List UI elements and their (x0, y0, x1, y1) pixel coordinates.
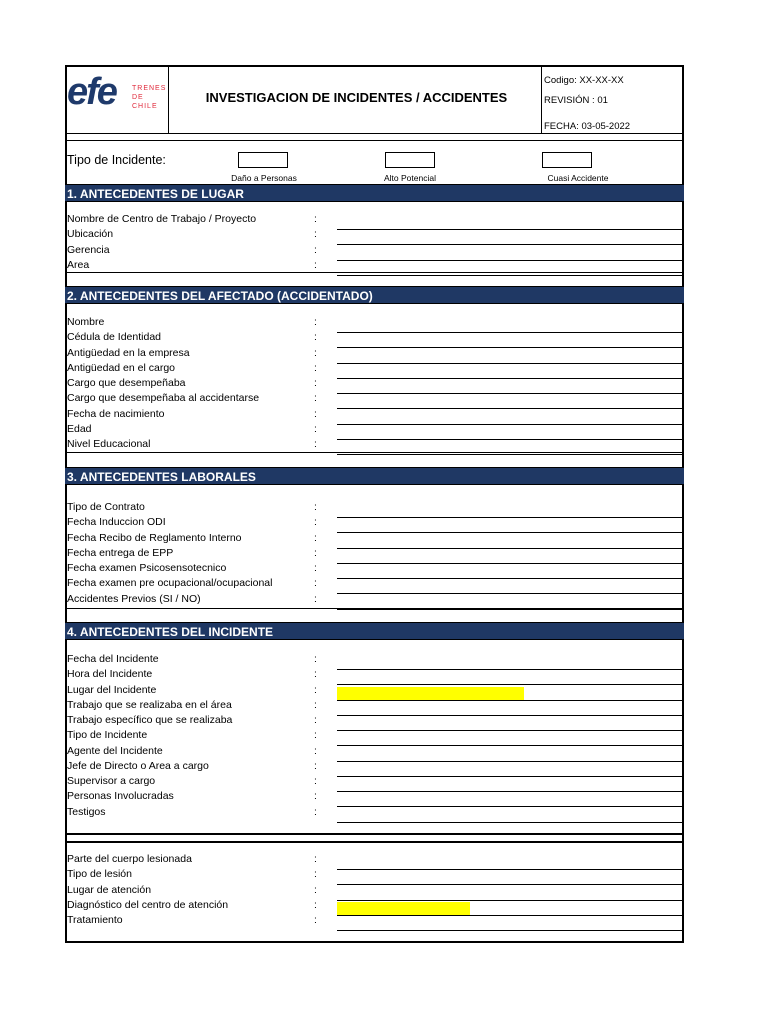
form-field-row (67, 547, 684, 562)
field-label: Jefe de Directo o Area a cargo (67, 759, 209, 772)
field-colon: : (314, 868, 317, 881)
header-bottom-line-2 (65, 140, 684, 141)
field-colon: : (314, 516, 317, 529)
field-label: Ubicación (67, 228, 114, 241)
form-field-row (67, 729, 684, 744)
field-label: Nombre (67, 316, 105, 328)
doc-code: Codigo: XX-XX-XX (544, 75, 624, 86)
field-colon: : (314, 392, 317, 405)
field-label: Tratamiento (67, 914, 123, 926)
form-field-row (67, 532, 684, 547)
highlighted-field-value[interactable] (337, 687, 524, 700)
efe-logo (67, 71, 167, 121)
field-colon: : (314, 853, 317, 865)
field-colon: : (314, 438, 317, 450)
form-field-row (67, 775, 684, 790)
form-field-row (67, 562, 684, 577)
field-colon: : (314, 805, 317, 818)
form-field-row (67, 684, 684, 699)
field-colon: : (314, 914, 317, 926)
form-field-row (67, 868, 684, 883)
field-colon: : (314, 775, 317, 787)
dano-personas-checkbox[interactable] (238, 152, 288, 168)
form-field-row (67, 745, 684, 760)
field-colon: : (314, 361, 317, 374)
form-field-row (67, 593, 684, 608)
section-header-3: 3. ANTECEDENTES LABORALES (65, 467, 684, 485)
field-label: Edad (67, 422, 92, 435)
field-label: Fecha de nacimiento (67, 407, 165, 420)
section-header-2: 2. ANTECEDENTES DEL AFECTADO (ACCIDENTADO) (65, 286, 684, 304)
form-field-row (67, 377, 684, 392)
header-divider-left (168, 66, 169, 133)
field-label: Accidentes Previos (SI / NO) (67, 592, 201, 605)
alto-potencial-label: Alto Potencial (384, 173, 436, 183)
form-field-row (67, 760, 684, 775)
field-label: Fecha Recibo de Reglamento Interno (67, 531, 242, 544)
field-colon: : (314, 422, 317, 435)
field-colon: : (314, 258, 317, 271)
field-colon: : (314, 331, 317, 344)
field-colon: : (314, 653, 317, 665)
highlighted-field-value[interactable] (337, 902, 470, 915)
section-separator (65, 272, 684, 273)
field-label: Lugar del Incidente (67, 683, 157, 696)
field-label: Fecha Induccion ODI (67, 516, 166, 529)
field-input-line[interactable] (337, 275, 684, 276)
form-field-row (67, 347, 684, 362)
field-label: Cédula de Identidad (67, 331, 161, 344)
form-field-row (67, 577, 684, 592)
field-label: Fecha examen pre ocupacional/ocupacional (67, 577, 273, 590)
dano-personas-label: Daño a Personas (231, 173, 297, 183)
field-label: Testigos (67, 805, 106, 818)
field-label: Diagnóstico del centro de atención (67, 898, 229, 911)
field-colon: : (314, 729, 317, 742)
page-title: INVESTIGACION DE INCIDENTES / ACCIDENTES (205, 90, 508, 105)
field-label: Personas Involucradas (67, 790, 174, 803)
form-field-row (67, 806, 684, 821)
doc-date: FECHA: 03-05-2022 (544, 121, 631, 132)
form-field-row (67, 331, 684, 346)
field-label: Fecha entrega de EPP (67, 546, 174, 559)
form-field-row (67, 790, 684, 805)
field-label: Tipo de Incidente (67, 729, 148, 742)
field-label: Trabajo específico que se realizaba (67, 714, 233, 726)
field-colon: : (314, 228, 317, 241)
form-field-row (67, 899, 684, 914)
form-field-row (67, 853, 684, 868)
field-label: Hora del Incidente (67, 668, 153, 681)
section-separator (65, 452, 684, 453)
form-field-row (67, 408, 684, 423)
field-colon: : (314, 592, 317, 605)
field-label: Nivel Educacional (67, 438, 151, 450)
field-colon: : (314, 546, 317, 559)
field-colon: : (314, 759, 317, 772)
tipo-incidente-label: Tipo de Incidente: (67, 153, 166, 167)
field-colon: : (314, 531, 317, 544)
field-colon: : (314, 213, 317, 225)
form-field-row (67, 423, 684, 438)
form-field-row (67, 884, 684, 899)
field-colon: : (314, 243, 317, 256)
logo-tagline: TRENES DE CHILE (132, 85, 167, 110)
form-field-row (67, 392, 684, 407)
field-label: Parte del cuerpo lesionada (67, 853, 192, 865)
field-label: Cargo que desempeñaba (67, 377, 186, 389)
field-label: Cargo que desempeñaba al accidentarse (67, 392, 260, 405)
field-label: Fecha examen Psicosensotecnico (67, 562, 227, 574)
field-colon: : (314, 883, 317, 896)
form-field-row (67, 213, 684, 228)
field-input-line[interactable] (337, 822, 684, 823)
field-colon: : (314, 898, 317, 911)
field-colon: : (314, 714, 317, 726)
form-field-row (67, 244, 684, 259)
field-colon: : (314, 346, 317, 359)
field-colon: : (314, 744, 317, 757)
field-label: Lugar de atención (67, 883, 152, 896)
section-header-1: 1. ANTECEDENTES DE LUGAR (65, 184, 684, 202)
section-separator (65, 608, 684, 609)
form-field-row (67, 714, 684, 729)
header-bottom-line (65, 133, 684, 134)
field-label: Antigüedad en la empresa (67, 346, 190, 359)
field-colon: : (314, 577, 317, 590)
field-label: Fecha del Incidente (67, 653, 159, 665)
field-colon: : (314, 501, 317, 513)
field-label: Tipo de lesión (67, 868, 132, 881)
form-field-row (67, 228, 684, 243)
field-label: Supervisor a cargo (67, 775, 156, 787)
field-colon: : (314, 668, 317, 681)
form-field-row (67, 914, 684, 929)
field-label: Trabajo que se realizaba en el área (67, 698, 232, 711)
section-separator (65, 833, 684, 835)
logo-text: efe (67, 71, 116, 113)
field-label: Area (67, 258, 90, 271)
field-label: Nombre de Centro de Trabajo / Proyecto (67, 213, 257, 225)
field-colon: : (314, 683, 317, 696)
field-label: Agente del Incidente (67, 744, 163, 757)
section-header-4: 4. ANTECEDENTES DEL INCIDENTE (65, 622, 684, 640)
cuasi-accidente-label: Cuasi Accidente (547, 173, 609, 183)
field-colon: : (314, 316, 317, 328)
form-field-row (67, 653, 684, 668)
field-colon: : (314, 790, 317, 803)
field-colon: : (314, 562, 317, 574)
field-label: Tipo de Contrato (67, 501, 145, 513)
field-colon: : (314, 698, 317, 711)
field-label: Gerencia (67, 243, 110, 256)
form-field-row (67, 316, 684, 331)
form-field-row (67, 668, 684, 683)
form-field-row (67, 501, 684, 516)
field-input-line[interactable] (337, 930, 684, 931)
form-field-row (67, 516, 684, 531)
section-separator (65, 841, 684, 843)
form-field-row (67, 362, 684, 377)
alto-potencial-checkbox[interactable] (385, 152, 435, 168)
cuasi-accidente-checkbox[interactable] (542, 152, 592, 168)
field-input-line[interactable] (337, 454, 684, 455)
field-colon: : (314, 407, 317, 420)
form-field-row (67, 438, 684, 453)
form-field-row (67, 699, 684, 714)
doc-revision: REVISIÓN : 01 (544, 95, 608, 106)
field-colon: : (314, 377, 317, 389)
field-label: Antigüedad en el cargo (67, 361, 175, 374)
